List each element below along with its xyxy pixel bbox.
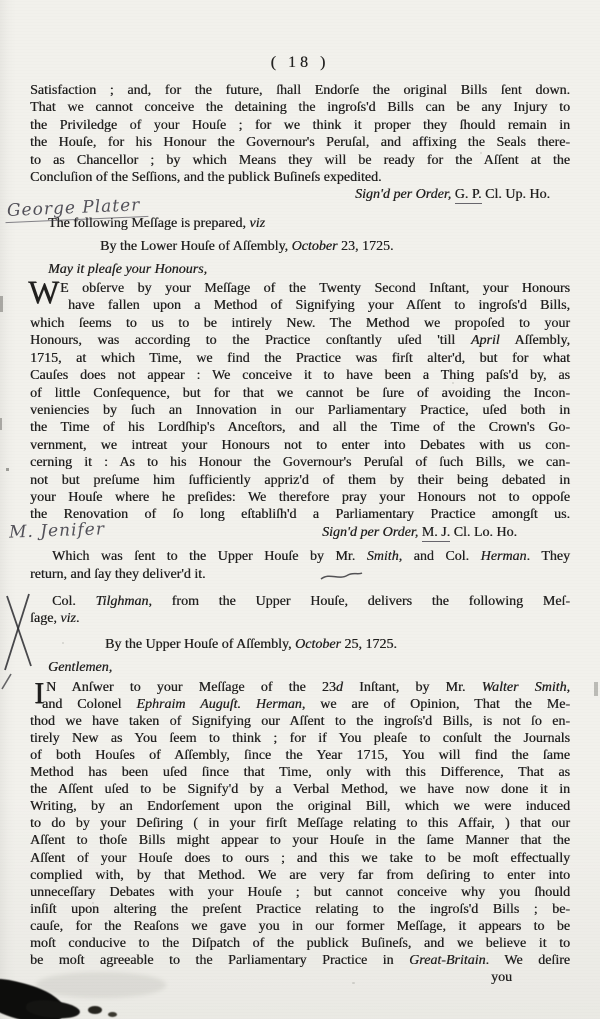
paragraph-we-observe — [28, 275, 570, 524]
text-line: the Time of his Lordſhip's Anceſtors, and all the Time of the Crown's Go- — [30, 420, 570, 436]
text-line: Col. Tilghman, from the Upper Houſe, delivers the following Meſ- — [52, 593, 570, 609]
text-line: and Colonel Ephraim Auguſt. Herman, we are of Opinion, That the Me- — [42, 696, 571, 712]
text-line: Satisfaction ; and, for the future, ſhall Endorſe the original Bills ſent down. — [30, 83, 570, 98]
text-line: of both Houſes of Aſſembly, ſince the Year 1715, You will find the ſame — [30, 747, 570, 763]
dateline-upper-house — [30, 636, 570, 653]
text-line: E obſerve by your Meſſage of the Twenty Second Inſtant, your Honours — [60, 281, 570, 297]
pen-squiggle-mark — [318, 569, 368, 583]
text-line: the Houſe, for his Honour the Governour's Peruſal, and affixing the Seals there- — [30, 135, 570, 151]
text-line: vernment, we intreat your Honours not to enter into Debates with us con- — [30, 437, 570, 453]
text-line: Concluſion of the Seſſions, and the publick Buſineſs expedited. — [30, 170, 382, 186]
paragraph-which-was-sent — [30, 548, 570, 583]
catchword: you — [491, 970, 512, 986]
scan-edge-mark — [594, 682, 598, 696]
text-line: ſage, viz. — [30, 611, 80, 627]
signoff-rest: Cl. Up. Ho. — [485, 187, 550, 203]
signoff-rest: Cl. Lo. Ho. — [453, 524, 517, 540]
paper-speck — [480, 152, 482, 154]
text-line: cauſe, for the Reaſons we gave you in our former Meſſage, it appears to be — [30, 918, 570, 934]
paragraph-lines — [30, 674, 571, 970]
text-line: the Renovation of ſo long eſtabliſh'd a Parliamentary Practice amongſt us. — [30, 507, 570, 523]
handwritten-name-m-jenifer: M. Jenifer — [8, 519, 106, 543]
gray-smudge — [36, 972, 166, 998]
text-line: Method has been uſed ſince that Time, only with this Difference, That as — [30, 765, 570, 781]
paper-speck — [352, 982, 355, 984]
scan-edge-mark — [6, 468, 9, 471]
text-line: May it pleaſe your Honours, — [48, 261, 208, 277]
text-line: Aſſent to thoſe Bills might appear to your Houſe in the ſame Manner that the — [30, 833, 570, 849]
ink-blot-speck — [88, 1006, 102, 1014]
text-line: complied with, by that Method. We are very far from deſiring to enter into — [30, 867, 570, 883]
margin-x-mark — [0, 592, 38, 692]
handwritten-name-george-plater: George Plater — [5, 195, 149, 223]
text-line: N Anſwer to your Meſſage of the 23d Inſtant, by Mr. Walter Smith, — [46, 679, 570, 695]
text-line: Writing, by an Endorſement upon the original Bill, which we were induced — [30, 799, 570, 815]
text-line: of little Conſequence, but for that we cannot be ſure of avoiding the Incon- — [30, 385, 570, 401]
page-number: ( 18 ) — [270, 54, 330, 71]
text-line: Gentlemen, — [48, 660, 113, 676]
signoff-lead: Sign'd per Order, — [354, 187, 452, 203]
text-line: cerning it : As to his Honour the Governour's Peruſal of ſuch Bills, we can- — [30, 455, 570, 471]
text-line: The following Meſſage is prepared, viz — [48, 215, 265, 231]
text-line: tirely New as You ſeem to think ; for if You pleaſe to conſult the Journals — [30, 730, 570, 746]
drop-cap-i: I — [34, 674, 45, 710]
text-line: have fallen upon a Method of Signifying your Aſſent to ingroſs'd Bills, — [68, 298, 570, 314]
text-line: not but preſume him ſufficiently appriz'd of them by their being debated in — [30, 472, 570, 488]
text-line: moſt conducive to the Diſpatch of the publick Buſineſs, and we believe it to — [30, 936, 570, 951]
text-line: By the Upper Houſe of Aſſembly, October 25, 1725. — [105, 636, 397, 652]
text-line: 1715, at which Time, we find the Practice was firſt alter'd, but for what — [30, 350, 570, 366]
text-line: Which was ſent to the Upper Houſe by Mr. Smith, and Col. Herman. They — [52, 549, 570, 565]
text-line: unneceſſary Debates with your Houſe ; but cannot conceive why you ſhould — [30, 884, 570, 900]
paper-speck — [92, 902, 94, 904]
text-line: the Aſſent uſed to be Signify'd by a Verbal Method, we have now done it in — [30, 782, 570, 798]
text-line: your Houſe where he preſides: We therefore pray your Honours not to oppoſe — [30, 489, 570, 505]
text-line: return, and ſay they deliver'd it. — [30, 566, 206, 582]
scan-edge-mark — [0, 296, 3, 312]
paragraph-lines — [30, 280, 570, 524]
text-line: to do by your Deſiring ( in your firſt Meſſage relating to this Affair, ) that our — [30, 816, 570, 832]
text-line: Aſſent of your Houſe does to ours ; and this we take to be moſt effectually — [30, 850, 570, 866]
signoff-lower-house — [30, 524, 570, 541]
paragraph-in-answer — [30, 674, 571, 970]
text-line: Cauſes does not appear : We conceive it to have been a Thing paſs'd by, as — [30, 368, 570, 384]
text-line: By the Lower Houſe of Aſſembly, October 23, 1725. — [100, 239, 394, 255]
salutation-honours — [30, 261, 570, 278]
text-line: veniencies by ſuch an Innovation in our Parliamentary Practice, uſed both in — [30, 402, 570, 418]
text-line: the Priviledge of your Houſe ; for we think it proper they ſhould remain in — [30, 117, 570, 133]
paragraph-col-tilghman — [30, 593, 570, 628]
paper-speck — [300, 243, 302, 245]
text-line: be moſt agreeable to the Parliamentary Practice in Great-Britain. We deſire — [30, 953, 570, 969]
paper-speck — [62, 642, 64, 644]
text-line: Honours, was according to the Practice conſtantly uſed 'till April Aſſembly, — [30, 333, 570, 349]
salutation-gentlemen — [30, 659, 570, 676]
scan-edge-mark — [0, 418, 2, 430]
paragraph-satisfaction — [30, 82, 570, 186]
ink-blot-speck — [108, 1012, 117, 1017]
dateline-lower-house — [30, 238, 570, 255]
signoff-initials: G. P. — [454, 187, 482, 203]
signoff-initials: M. J. — [421, 524, 451, 540]
text-line: inſiſt upon altering the preſent Practice relating to the ingroſs'd Bills ; be- — [30, 901, 570, 917]
paper-speck — [205, 700, 207, 702]
text-column — [30, 54, 570, 987]
text-line: to as Chancellor ; by which Means they will be ready for the Aſſent at the — [30, 152, 570, 168]
signoff-lead: Sign'd per Order, — [322, 524, 419, 540]
drop-cap-w: W — [28, 275, 60, 312]
text-line: thod we have taken of Signifying our Aſſent to the ingroſs'd Bills, is not ſo en- — [30, 713, 570, 729]
paper-speck — [520, 822, 522, 824]
text-line: That we cannot conceive the detaining the ingroſs'd Bills can be any Injury to — [30, 100, 570, 116]
paper-speck — [140, 120, 142, 122]
text-line: which ſeems to us to be intirely New. The Method we propoſed to your — [30, 315, 570, 331]
paper-speck — [452, 382, 454, 384]
